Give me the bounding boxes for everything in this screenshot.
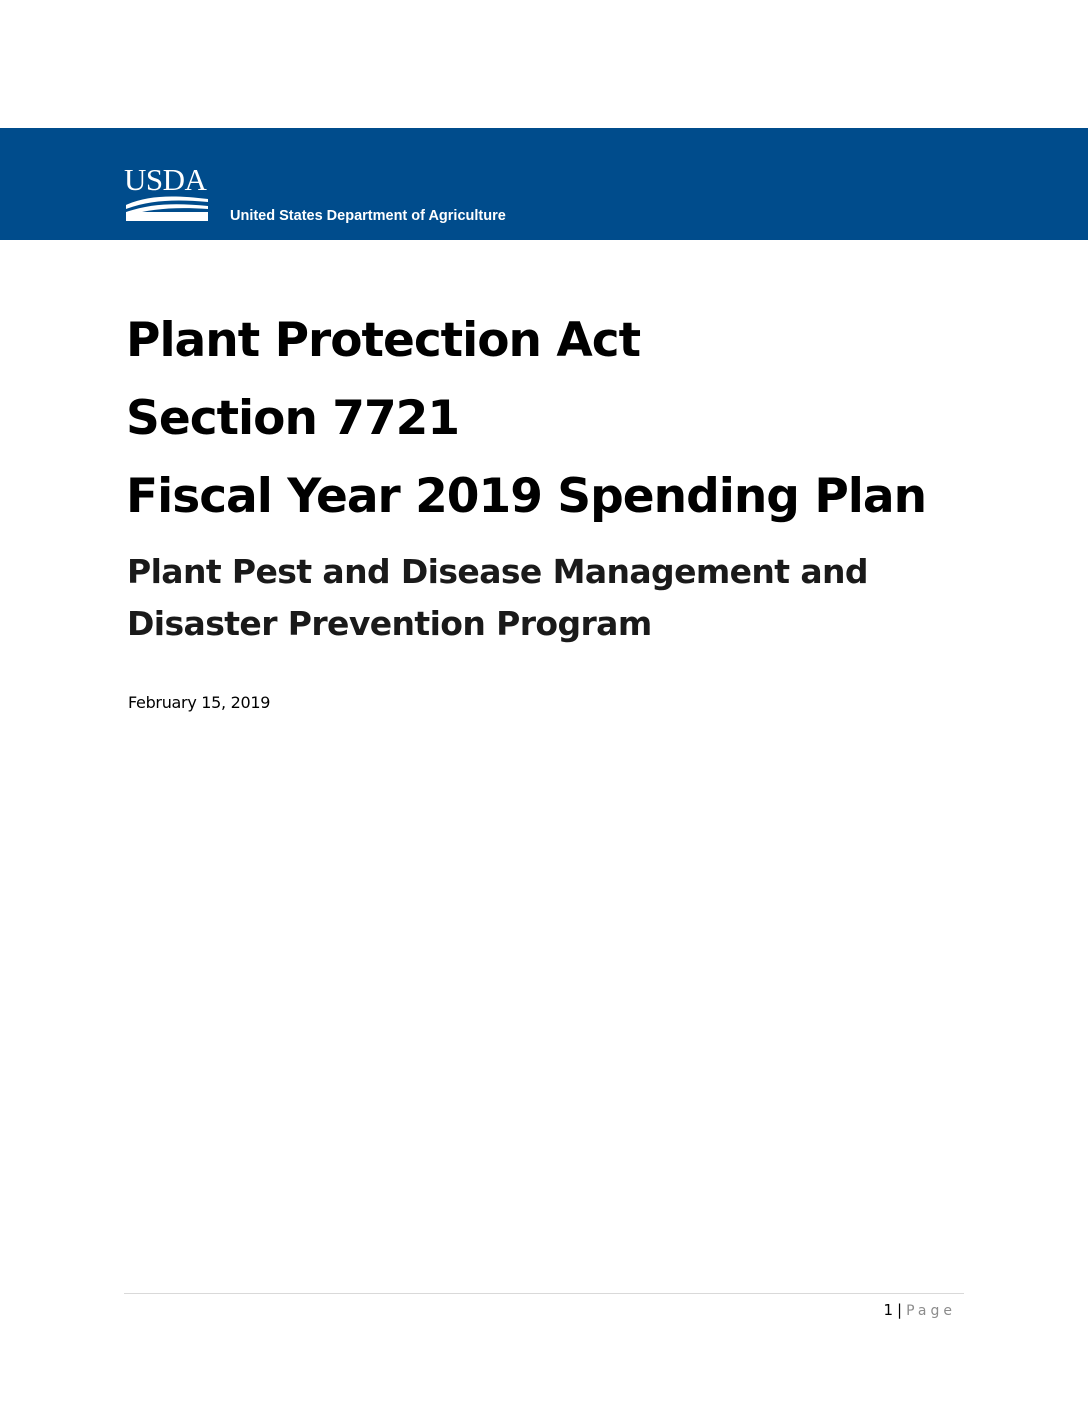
footer-divider	[124, 1293, 964, 1294]
document-subtitle	[127, 546, 1027, 650]
page-separator: |	[897, 1301, 903, 1319]
page-label: Page	[906, 1303, 956, 1319]
page-footer	[883, 1299, 956, 1322]
title-line: Plant Protection Act	[126, 313, 641, 368]
document-date: February 15, 2019	[128, 693, 271, 712]
title-line: Section 7721	[126, 391, 460, 446]
department-name: United States Department of Agriculture	[230, 208, 506, 224]
document-title	[126, 302, 1026, 536]
usda-logo	[124, 164, 214, 224]
usda-logo-wordmark: USDA	[124, 162, 207, 197]
usda-landscape-icon	[126, 193, 210, 223]
page-number: 1	[883, 1301, 894, 1319]
subtitle-line: Disaster Prevention Program	[127, 604, 652, 643]
title-line: Fiscal Year 2019 Spending Plan	[126, 469, 927, 524]
subtitle-line: Plant Pest and Disease Management and	[127, 552, 868, 591]
